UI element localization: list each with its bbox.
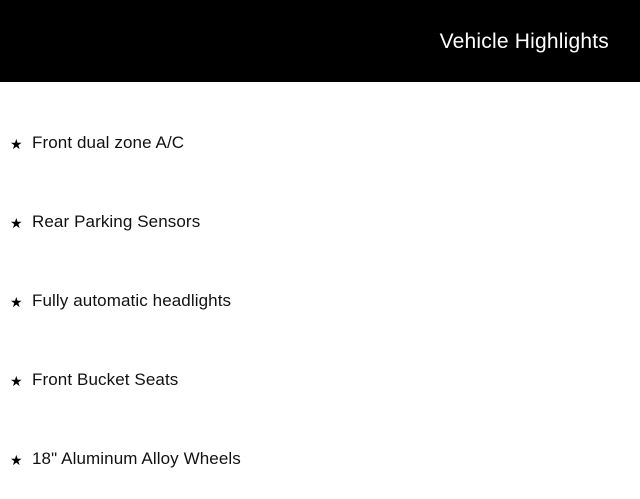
star-icon: ★: [10, 214, 23, 231]
header-bar: [0, 0, 640, 82]
star-icon: ★: [10, 451, 23, 468]
star-icon: ★: [10, 293, 23, 310]
page-title: Vehicle Highlights: [439, 29, 609, 53]
highlights-list: [0, 82, 640, 480]
list-item: [0, 183, 640, 262]
highlight-label: Front dual zone A/C: [32, 133, 185, 153]
star-icon: ★: [10, 135, 23, 152]
highlight-label: Front Bucket Seats: [32, 370, 179, 390]
highlight-label: Fully automatic headlights: [32, 291, 232, 311]
highlight-label: 18" Aluminum Alloy Wheels: [32, 449, 241, 469]
star-icon: ★: [10, 372, 23, 389]
highlight-label: Rear Parking Sensors: [32, 212, 201, 232]
list-item: [0, 262, 640, 341]
list-item: [0, 341, 640, 420]
list-item: [0, 420, 640, 499]
list-item: [0, 104, 640, 183]
